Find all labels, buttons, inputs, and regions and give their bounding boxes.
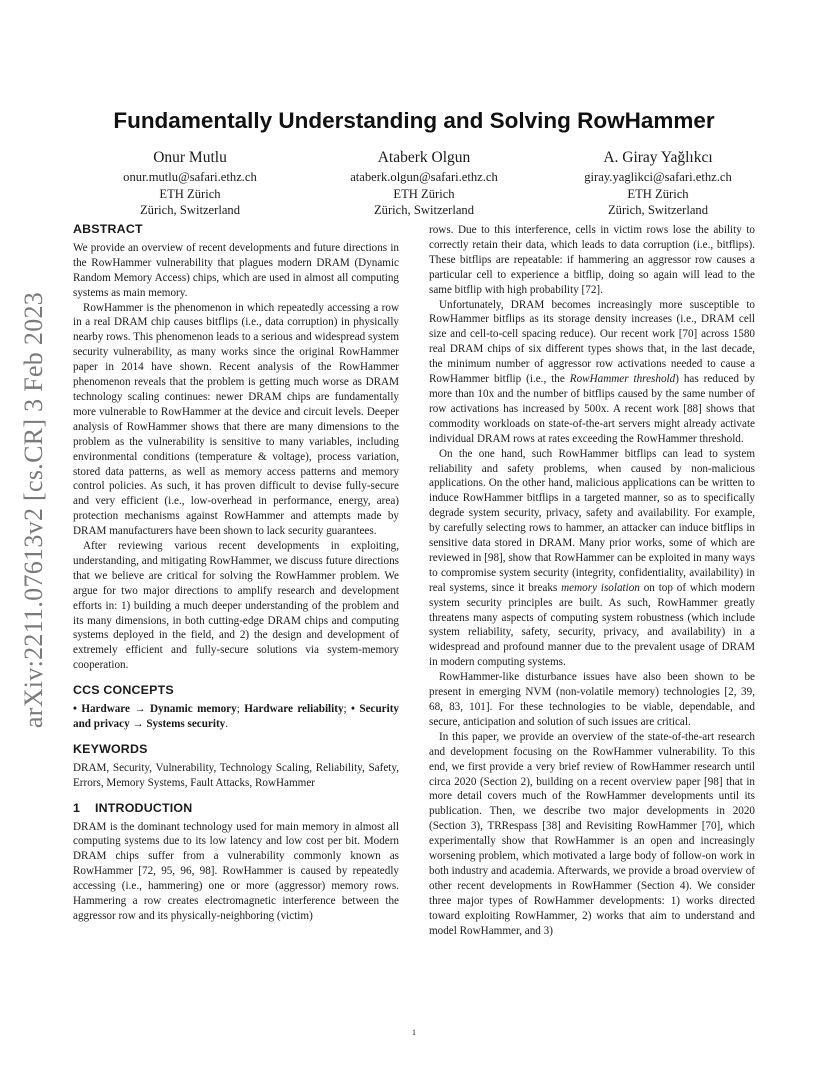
section-title: INTRODUCTION [95, 800, 193, 815]
abstract-heading: ABSTRACT [73, 222, 143, 236]
page-number: 1 [411, 1027, 417, 1037]
ccs-separator: ; [236, 703, 245, 716]
author-name: Onur Mutlu [153, 149, 227, 166]
body-paragraph [429, 298, 755, 447]
introduction-heading [73, 801, 399, 816]
author-location: Zürich, Switzerland [139, 203, 241, 217]
abstract-paragraph: RowHammer is the phenomenon in which repeatedly accessing a row in a real DRAM chip causes bitflips (i.e., data corruption) in physically nearby rows. This phenomenon leads to a serious and widespread system security vulnerability, as many works since the original RowHammer paper in 2014 have shown. Recent analysis of the RowHammer phenomenon reveals that the problem is getting much worse as DRAM technology scaling continues: newer DRAM chips are fundamentally more vulnerable to RowHammer at the device and circuit levels. Deeper analysis of RowHammer shows that there are many dimensions to the problem as the vulnerability is sensitive to many variables, including environmental conditions (temperature & voltage), process variation, stored data patterns, as well as memory access patterns and memory control policies. As such, it has proven difficult to devise fully-secure and very efficient (i.e., low-overhead in performance, energy, area) protection mechanisms against RowHammer and attempts made by DRAM manufacturers have been shown to lack security guarantees. [73, 301, 399, 538]
ccs-end: . [225, 718, 229, 730]
text-run: On the one hand, such RowHammer bitflips can lead to system reliability and safety problems, when caused by non-malicious applications. On the other hand, malicious applications can be written to induce RowHammer bitflips in a targeted manner, so as to specifically degrade system security, privacy, safety and availability. For example, by carefully selecting rows to hammer, an attacker can induce bitflips in sensitive data stored in DRAM. Many prior works, some of which are reviewed in [98], show that RowHammer can be exploited in many ways to compromise system security (integrity, confidentiality, availability) in real systems, since it breaks [429, 447, 755, 594]
author-3 [548, 148, 768, 219]
arxiv-identifier-text: arXiv:2211.07613v2 [cs.CR] 3 Feb 2023 [19, 291, 48, 729]
section-number: 1 [73, 800, 81, 815]
author-location: Zürich, Switzerland [607, 203, 709, 217]
ccs-heading: CCS CONCEPTS [73, 683, 174, 698]
author-affiliation: ETH Zürich [627, 186, 689, 201]
body-paragraph: RowHammer-like disturbance issues have also been shown to be present in emerging NVM (non-volatile memory) technologies [2, 39, 68, 83, 101]. For these technologies to be viable, dependable, and secure, anticipation and solution of such issues are critical. [429, 671, 755, 728]
author-affiliation: ETH Zürich [159, 186, 221, 201]
abstract-paragraph: We provide an overview of recent developments and future directions in the RowHammer vulnerability that plagues modern DRAM (Dynamic Random Memory Access) chips, which are used in almost all computing systems as main memory. [73, 241, 399, 299]
right-column [429, 223, 755, 939]
body-paragraph [429, 447, 755, 671]
abstract-paragraph: After reviewing various recent developments in exploiting, understanding, and mitigating RowHammer, we discuss future directions that we believe are critical for solving the RowHammer problem. We argue for two major directions to amplify research and development efforts in: 1) building a much deeper understanding of the problem and its many dimensions, in both cutting-edge DRAM chips and computing systems deployed in the field, and 2) the design and development of extremely efficient and fully-secure solutions via system-memory cooperation. [73, 540, 399, 672]
body-paragraph: rows. Due to this interference, cells in victim rows lose the ability to correctly retain their data, which leads to data corruption (i.e., bitflips). These bitflips are repeatable: if hammering an aggressor row causes a particular cell to experience a bitflip, doing so again will lead to the same bitflip with high probability [72]. [429, 224, 755, 296]
author-name: Ataberk Olgun [377, 149, 471, 166]
author-email: ataberk.olgun@safari.ethz.ch [350, 170, 498, 184]
intro-paragraph: DRAM is the dominant technology used for main memory in almost all computing systems due to its low latency and low cost per bit. Modern DRAM chips suffer from a vulnerability commonly known as RowHammer [72, 95, 96, 98]. RowHammer is caused by repeatedly accessing (i.e., hammering) one or more (aggressor) memory rows. Hammering a row creates electromagnetic interference between the aggressor row and its physically-neighboring (victim) [73, 820, 399, 922]
author-1 [80, 148, 300, 219]
author-name: A. Giray Yağlıkcı [603, 149, 713, 166]
author-block [80, 148, 768, 219]
text-run: Unfortunately, DRAM becomes increasingly more susceptible to RowHammer bitflips as its storage density increases (i.e., DRAM cell size and cell-to-cell spacing reduce). Our recent work [70] across 1580 real DRAM chips of six different types shows that, in the last decade, the minimum number of aggressor row activations needed to cause a RowHammer bitflip (i.e., the [429, 298, 755, 386]
paper-title: Fundamentally Understanding and Solving RowHammer [113, 108, 715, 133]
keywords-text: DRAM, Security, Vulnerability, Technology Scaling, Reliability, Safety, Errors, Memory Systems, Fault Attacks, RowHammer [73, 761, 399, 789]
author-email: giray.yaglikci@safari.ethz.ch [584, 170, 732, 184]
author-email: onur.mutlu@safari.ethz.ch [123, 170, 257, 184]
author-2 [314, 148, 534, 219]
ccs-separator: ; [343, 703, 352, 716]
author-location: Zürich, Switzerland [373, 203, 475, 217]
ccs-term: • Hardware → Dynamic memory [73, 703, 237, 716]
emphasis: memory isolation [561, 581, 640, 594]
ccs-concepts [73, 702, 399, 732]
ccs-term: Hardware reliability [244, 703, 344, 716]
text-run: on top of which modern system security principles are built. As such, RowHammer greatly threatens many aspects of computing system robustness (which include system reliability, safety, security, privacy, and availability) in a widespread and profound manner due to the prevalent usage of DRAM in modern computing systems. [429, 581, 755, 669]
text-run: ) has reduced by more than 10x and the number of bitflips caused by the same number of row activations has increased by 500x. A recent work [88] shows that commodity workloads on state-of-the-art servers might already activate individual DRAM rows at rates exceeding the RowHammer threshold. [429, 373, 755, 445]
arxiv-identifier [4, 290, 64, 730]
keywords-heading: KEYWORDS [73, 741, 148, 756]
emphasis: RowHammer threshold [569, 373, 676, 386]
body-paragraph: In this paper, we provide an overview of the state-of-the-art research and development focusing on the RowHammer vulnerability. To this end, we first provide a very brief review of RowHammer research until circa 2020 (Section 2), building on a recent overview paper [98] that in more detail covers much of the RowHammer developments until its publication. Then, we describe two major developments in 2020 (Section 3), TRRespass [38] and Revisiting RowHammer [70], which experimentally show that RowHammer is an open and increasingly worsening problem, which motivated a large body of follow-on work in both industry and academia. Afterwards, we provide a broad overview of other recent developments in RowHammer (Section 4). We consider three major types of RowHammer developments: 1) works directed toward exploiting RowHammer, 2) works that aim to understand and model RowHammer, and 3) [429, 730, 755, 937]
ccs-term: • Security and privacy → Systems security [73, 703, 399, 730]
author-affiliation: ETH Zürich [393, 186, 455, 201]
left-column [73, 222, 399, 924]
